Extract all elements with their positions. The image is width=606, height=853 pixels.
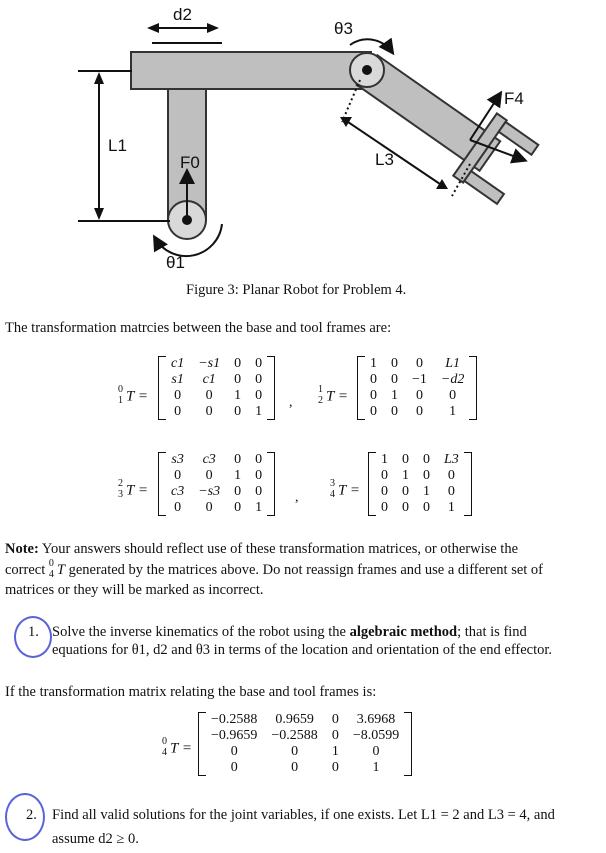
t01-cell: 0 bbox=[255, 372, 263, 387]
q2-line-2: assume d2 ≥ 0. bbox=[52, 831, 139, 847]
note-line-3: matrices or they will be marked as incorrect. bbox=[5, 582, 264, 598]
t23-cell: 0 bbox=[234, 484, 242, 499]
t04-cell: 0 bbox=[372, 744, 380, 759]
t12-cell: −d2 bbox=[440, 372, 465, 387]
t34-cell: 1 bbox=[423, 484, 430, 499]
t23-cell: 1 bbox=[255, 500, 263, 515]
t01-cell: 0 bbox=[255, 388, 263, 403]
t04-cell: −0.2588 bbox=[211, 712, 258, 727]
figure-caption: Figure 3: Planar Robot for Problem 4. bbox=[186, 282, 407, 298]
t12-cell: 0 bbox=[415, 388, 423, 403]
t34-cell: 0 bbox=[402, 500, 409, 515]
t01-cell: 0 bbox=[205, 388, 213, 403]
t34-cell: L3 bbox=[444, 452, 459, 467]
label-f4: F4 bbox=[504, 89, 524, 108]
t34-cell: 0 bbox=[447, 468, 455, 483]
t01-cell: s1 bbox=[171, 372, 184, 387]
t01-cell: 0 bbox=[255, 356, 263, 371]
t04-cell: 3.6968 bbox=[356, 712, 396, 727]
given-intro: If the transformation matrix relating the base and tool frames is: bbox=[5, 684, 377, 700]
t23-cell: 0 bbox=[255, 468, 263, 483]
t23-cell: −s3 bbox=[198, 484, 221, 499]
t12-cell: 0 bbox=[415, 356, 423, 371]
t01-cell: 0 bbox=[205, 404, 213, 419]
t12-cell: 1 bbox=[391, 388, 398, 403]
matrix-t23 bbox=[158, 452, 275, 516]
t23-cell: 0 bbox=[205, 500, 213, 515]
t23-cell: 0 bbox=[234, 452, 242, 467]
label-l1: L1 bbox=[108, 136, 127, 155]
t12-cell: 0 bbox=[370, 404, 377, 419]
t04-cell: 0 bbox=[331, 728, 339, 743]
intro-text: The transformation matrcies between the base and tool frames are: bbox=[5, 320, 392, 336]
t01-cell: c1 bbox=[202, 372, 216, 387]
t04-cell: 0 bbox=[230, 760, 238, 775]
t12-cell: L1 bbox=[445, 356, 461, 371]
t04-cell: −8.0599 bbox=[352, 728, 400, 743]
t34-cell: 0 bbox=[447, 484, 455, 499]
t12-cell: 0 bbox=[449, 388, 457, 403]
t01-cell: 0 bbox=[174, 388, 182, 403]
t12-cell: 0 bbox=[391, 356, 398, 371]
t01-cell: 0 bbox=[234, 404, 242, 419]
t34-cell: 0 bbox=[423, 468, 430, 483]
t34-cell: 0 bbox=[402, 484, 409, 499]
t04-cell: 1 bbox=[331, 744, 339, 759]
t04-cell: −0.2588 bbox=[271, 728, 318, 743]
t04-cell: 0 bbox=[331, 712, 339, 727]
t04-cell: 0 bbox=[291, 744, 299, 759]
q1-line-1: Solve the inverse kinematics of the robot using the algebraic method; that is find bbox=[52, 624, 527, 640]
t34-symbol: 3 4 T = bbox=[330, 478, 360, 500]
label-l3: L3 bbox=[375, 150, 394, 169]
t23-cell: 0 bbox=[234, 500, 242, 515]
t12-cell: −1 bbox=[412, 372, 427, 387]
t23-cell: 0 bbox=[174, 500, 182, 515]
t01-cell: 1 bbox=[255, 404, 263, 419]
t01-cell: 0 bbox=[234, 372, 242, 387]
q2-line-1: Find all valid solutions for the joint variables, if one exists. Let L1 = 2 and L3 = 4, and bbox=[52, 807, 555, 823]
t34-cell: 1 bbox=[447, 500, 455, 515]
label-f0: F0 bbox=[180, 153, 200, 172]
t12-cell: 0 bbox=[391, 404, 398, 419]
t23-cell: 0 bbox=[174, 468, 182, 483]
label-d2: d2 bbox=[173, 5, 192, 24]
t04-cell: −0.9659 bbox=[211, 728, 258, 743]
t34-cell: 0 bbox=[381, 468, 388, 483]
t34-cell: 1 bbox=[402, 468, 409, 483]
t01-cell: 0 bbox=[174, 404, 182, 419]
t04-cell: 0 bbox=[331, 760, 339, 775]
note-line-2: correct 0 4 T generated by the matrices above. Do not reassign frames and use a different set of bbox=[5, 557, 544, 580]
matrix-t04 bbox=[198, 712, 412, 776]
t01-cell: 0 bbox=[234, 356, 242, 371]
note-line-1: Note: Your answers should reflect use of these transformation matrices, or otherwise the bbox=[5, 541, 519, 557]
t04-symbol: 0 4 T = bbox=[162, 736, 192, 758]
gripper-finger-top bbox=[499, 122, 539, 155]
t04-cell: 0.9659 bbox=[275, 712, 314, 727]
t23-cell: 0 bbox=[205, 468, 213, 483]
t23-cell: c3 bbox=[202, 452, 216, 467]
t34-cell: 0 bbox=[423, 500, 430, 515]
t12-cell: 0 bbox=[391, 372, 398, 387]
q2-number: 2. bbox=[26, 807, 37, 823]
t12-cell: 1 bbox=[370, 356, 377, 371]
t12-symbol: 1 2 T = bbox=[318, 384, 348, 406]
t23-cell: c3 bbox=[171, 484, 185, 499]
t23-cell: 0 bbox=[255, 484, 263, 499]
note-label: Note: bbox=[5, 541, 39, 557]
label-theta3: θ3 bbox=[334, 19, 353, 38]
t04-cell: 0 bbox=[291, 760, 299, 775]
matrix-t01 bbox=[158, 356, 275, 420]
horizontal-link bbox=[131, 52, 371, 89]
t23-cell: 1 bbox=[234, 468, 242, 483]
q1-line-2: equations for θ1, d2 and θ3 in terms of the location and orientation of the end effector. bbox=[52, 642, 553, 658]
t01-cell: 1 bbox=[234, 388, 242, 403]
t12-cell: 1 bbox=[449, 404, 457, 419]
t12-cell: 0 bbox=[370, 388, 377, 403]
matrix-t34 bbox=[368, 452, 472, 516]
t34-cell: 0 bbox=[423, 452, 430, 467]
t34-cell: 0 bbox=[381, 500, 388, 515]
gripper-finger-bottom bbox=[464, 171, 504, 204]
t23-cell: s3 bbox=[171, 452, 184, 467]
t04-cell: 0 bbox=[230, 744, 238, 759]
t01-symbol: 0 1 T = bbox=[118, 384, 148, 406]
label-theta1: θ1 bbox=[166, 253, 185, 272]
t34-cell: 0 bbox=[381, 484, 388, 499]
t01-cell: c1 bbox=[171, 356, 185, 371]
t04-cell: 1 bbox=[372, 760, 380, 775]
q1-number: 1. bbox=[28, 624, 39, 640]
q2-circle-annotation bbox=[5, 793, 45, 841]
t12-cell: 0 bbox=[415, 404, 423, 419]
t23-symbol: 2 3 T = bbox=[118, 478, 148, 500]
t12-cell: 0 bbox=[370, 372, 377, 387]
matrix-t12 bbox=[357, 356, 477, 420]
t23-cell: 0 bbox=[255, 452, 263, 467]
t34-cell: 0 bbox=[402, 452, 409, 467]
t01-cell: −s1 bbox=[198, 356, 221, 371]
robot-figure bbox=[0, 0, 606, 300]
t34-cell: 1 bbox=[381, 452, 388, 467]
